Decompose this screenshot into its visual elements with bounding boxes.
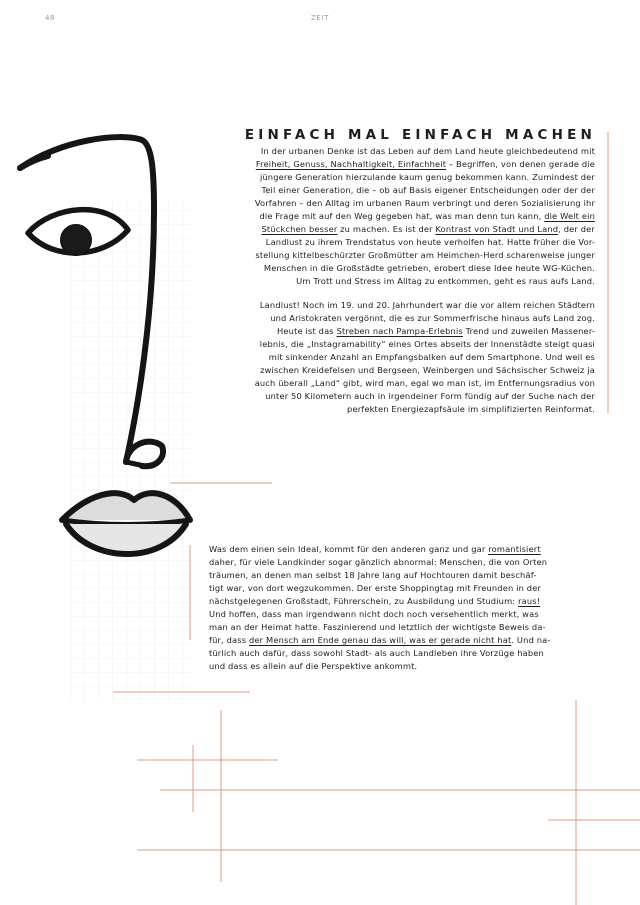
text-segment: türlich auch dafür, dass sowohl Stadt- als auch Landleben ihre Vorzüge haben [209, 648, 544, 659]
text-segment: zwischen Kreidefelsen und Bergseen, Weinbergen und Sächsischer Schweiz ja [260, 365, 595, 376]
underlined-phrase: Stückchen besser [261, 224, 338, 235]
face-strokes [20, 137, 190, 554]
text-line [209, 647, 594, 660]
text-line [209, 660, 594, 673]
text-segment: – Begriffen, von denen gerade die [446, 159, 595, 170]
text-line [209, 543, 594, 556]
text-segment: Menschen in die Großstädte getrieben, erobert diese Idee heute WG-Küchen. [263, 263, 595, 274]
text-segment: mit sinkender Anzahl an Empfangsbalken auf dem Smartphone. Und weil es [268, 352, 595, 363]
text-line [175, 364, 595, 377]
text-line [175, 338, 595, 351]
text-segment: Vorfahren – den Alltag im urbanen Raum verbringt und deren Sozialisierung ihr [254, 198, 595, 209]
paragraph-perspective [209, 543, 594, 673]
article-title: EINFACH MAL EINFACH MACHEN [244, 127, 596, 143]
text-segment: jüngere Generation hierzulande kaum genug bekommen kann. Zumindest der [259, 172, 595, 183]
text-line [209, 595, 594, 608]
text-line [175, 249, 595, 262]
text-segment: In der urbanen Denke ist das Leben auf dem Land heute gleichbedeutend mit [260, 146, 595, 156]
text-segment: und Aristokraten vergönnt, die es zur Sommerfrische hinaus aufs Land zog. [270, 313, 595, 324]
text-segment: auch überall „Land“ gibt, wird man, egal wo man ist, im Entfernungsradius von [254, 378, 595, 389]
text-line [175, 197, 595, 210]
text-line [175, 377, 595, 390]
text-line [209, 569, 594, 582]
text-segment: Trend und zuweilen Massener- [462, 326, 595, 337]
text-line [209, 634, 594, 647]
text-segment: zu machen. Es ist der [337, 224, 436, 235]
text-segment: nächstgelegenen Großstadt, Führerschein, zu Ausbildung und Studium: [209, 596, 519, 607]
underlined-phrase: romantisiert [488, 544, 541, 554]
text-line [209, 608, 594, 621]
text-segment: Und hoffen, dass man irgendwann nicht doch noch versehentlich merkt, was [209, 609, 539, 620]
text-line [175, 325, 595, 338]
text-line [175, 403, 595, 416]
text-segment: perfekten Energiezapfsäule im simplifizierten Reinformat. [347, 404, 595, 415]
text-segment: daher, für viele Landkinder sogar gänzlich abnormal: Menschen, die von Orten [209, 557, 548, 568]
text-segment: für, dass [209, 635, 249, 646]
text-line [175, 262, 595, 275]
text-segment: Was dem einen sein Ideal, kommt für den anderen ganz und gar [209, 544, 489, 554]
text-segment: Landlust! Noch im 19. und 20. Jahrhundert war die vor allem reichen Städtern [259, 300, 595, 310]
underlined-phrase: der Mensch am Ende genau das will, was er gerade nicht hat [249, 635, 512, 646]
underlined-phrase: raus! [518, 596, 541, 607]
text-segment: tigt war, von dort wegzukommen. Der erste Shoppingtag mit Freunden in der [209, 583, 542, 594]
text-segment: Um Trott und Stress im Alltag zu entkommen, geht es raus aufs Land. [296, 276, 595, 287]
paragraph-landlust [175, 299, 595, 416]
text-segment: Teil einer Generation, die – ob auf Basis eigener Entscheidungen oder der der [261, 185, 595, 196]
text-line [175, 236, 595, 249]
text-line [175, 312, 595, 325]
text-line [175, 223, 595, 236]
text-segment: lebnis, die „Instagramability“ eines Ortes abseits der Innenstädte steigt quasi [259, 339, 595, 350]
text-segment: unter 50 Kilometern auch in irgendeiner Form fündig auf der Suche nach der [265, 391, 595, 402]
text-segment: stellung kittelbeschürzter Großmütter am Heimchen-Herd scharenweise junger [255, 250, 595, 261]
text-line [175, 145, 595, 158]
page-number: 48 [45, 14, 56, 22]
text-line [175, 210, 595, 223]
text-line [175, 184, 595, 197]
text-line [209, 556, 594, 569]
paragraph-intro [175, 145, 595, 289]
text-segment: und dass es allein auf die Perspektive ankommt. [209, 661, 418, 672]
underlined-phrase: Freiheit, Genuss, Nachhaltigkeit, Einfachheit [255, 159, 447, 170]
underlined-phrase: Kontrast von Stadt und Land [435, 224, 559, 235]
text-segment: man an der Heimat hatte. Faszinierend und letztlich der wichtigste Beweis da- [209, 622, 546, 633]
underlined-phrase: Streben nach Pampa-Erlebnis [336, 326, 463, 337]
text-line [175, 351, 595, 364]
text-segment: . Und na- [511, 635, 551, 646]
text-line [175, 299, 595, 312]
text-line [209, 621, 594, 634]
text-line [175, 390, 595, 403]
text-segment: Heute ist das [277, 326, 337, 337]
text-line [209, 582, 594, 595]
text-line [175, 275, 595, 288]
text-segment: träumen, an denen man selbst 18 Jahre lang auf Hochtouren damit beschäf- [209, 570, 537, 581]
text-segment: Landlust zu ihrem Trendstatus von heute verholfen hat. Hatte früher die Vor- [265, 237, 595, 248]
text-segment: , der der [558, 224, 595, 235]
text-line [175, 158, 595, 171]
text-segment: die Frage mit auf den Weg gegeben hat, was man denn tun kann, [259, 211, 545, 222]
running-title: ZEIT [311, 14, 329, 22]
underlined-phrase: die Welt ein [544, 211, 595, 222]
text-line [175, 171, 595, 184]
